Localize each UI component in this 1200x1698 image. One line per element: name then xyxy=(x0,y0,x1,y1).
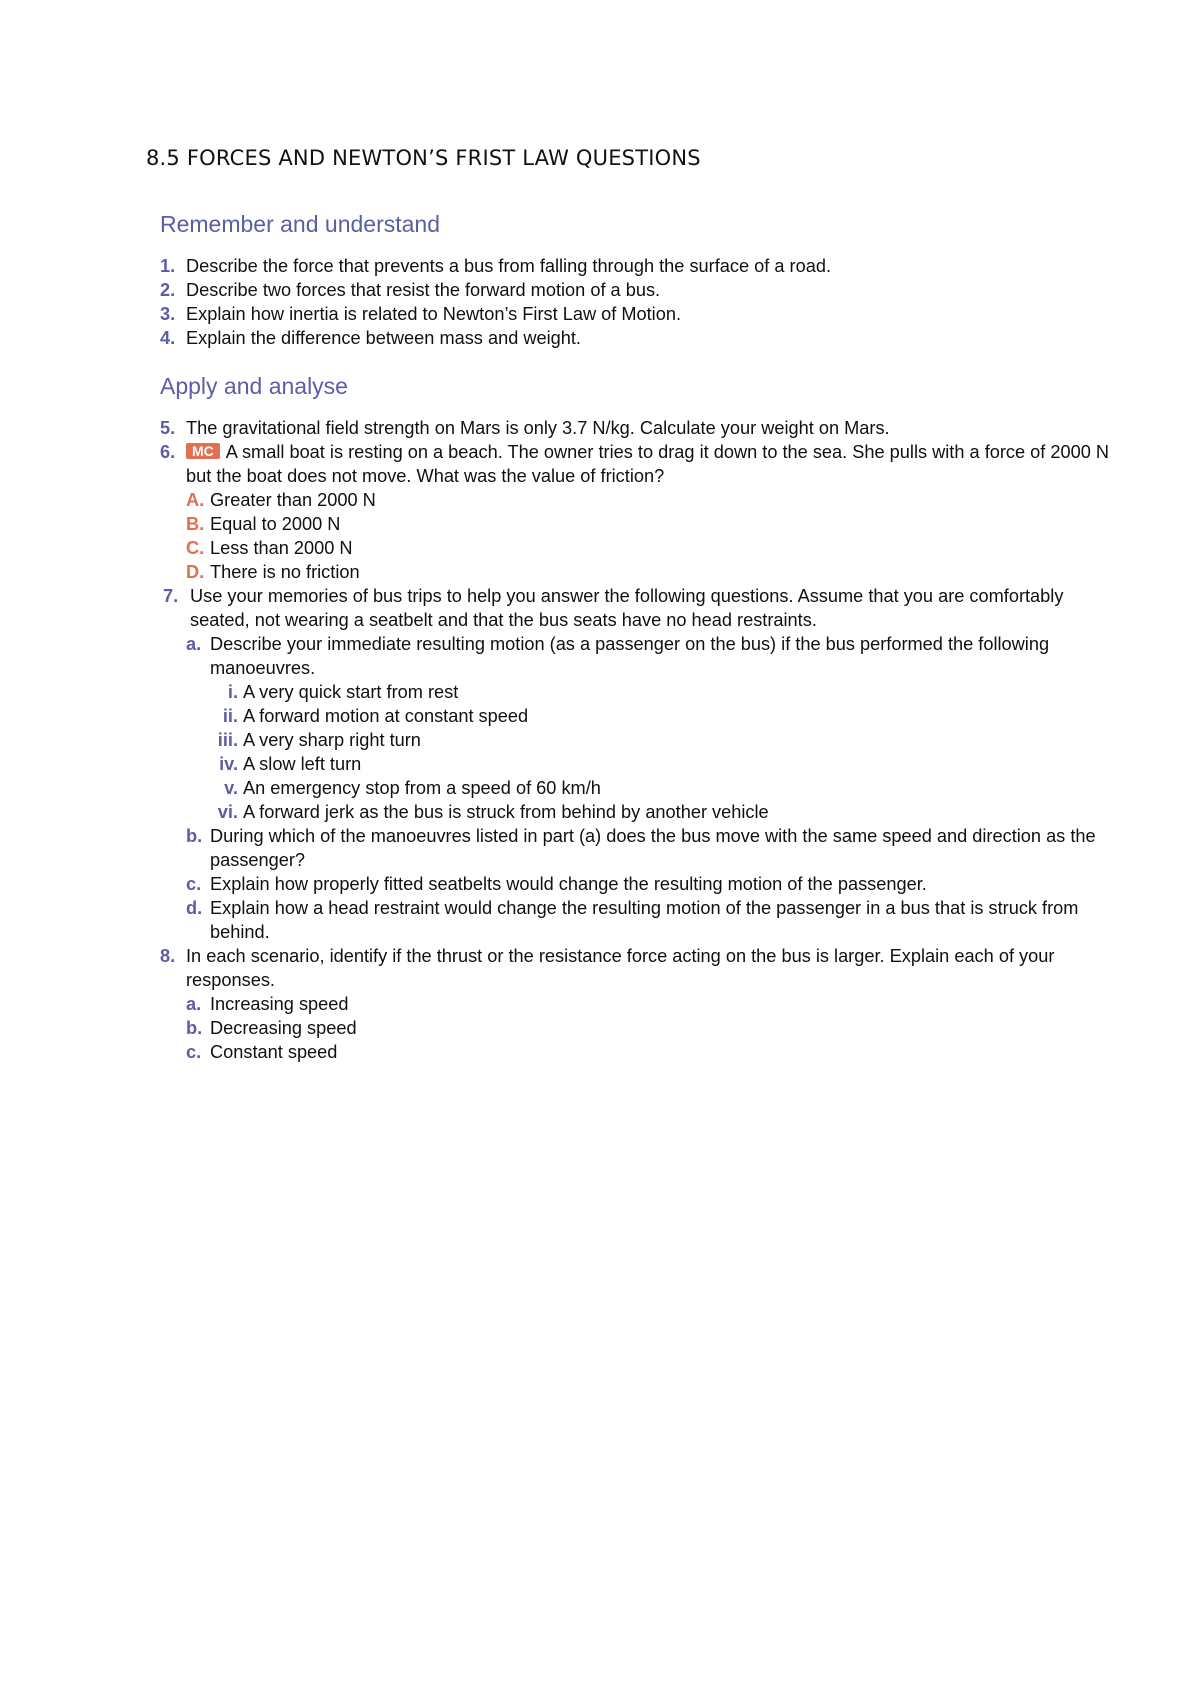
part-text: Increasing speed xyxy=(210,994,349,1014)
part-text: Explain how a head restraint would change the resulting motion of the passenger in a bus that is struck from behind. xyxy=(210,898,1079,942)
question-body xyxy=(186,440,1120,584)
part-letter: b. xyxy=(186,1018,203,1038)
option-d xyxy=(186,560,1120,584)
option-text: Greater than 2000 N xyxy=(210,490,376,510)
manoeuvre-item xyxy=(210,680,1120,704)
part-text: Constant speed xyxy=(210,1042,338,1062)
question-3 xyxy=(160,302,1120,326)
part-b xyxy=(186,824,1120,872)
part-a xyxy=(186,992,1120,1016)
question-body xyxy=(186,944,1120,1064)
part-text: Decreasing speed xyxy=(210,1018,357,1038)
question-text: Use your memories of bus trips to help you answer the following questions. Assume that you are comfortably seated, not wearing a seatbelt and that the bus seats have no head restraints. xyxy=(190,586,1064,630)
question-text: A small boat is resting on a beach. The owner tries to drag it down to the sea. She pulls with a force of 2000 N but the boat does not move. What was the value of friction? xyxy=(186,442,1110,486)
question-number: 5. xyxy=(160,418,176,438)
part-b xyxy=(186,1016,1120,1040)
question-2 xyxy=(160,278,1120,302)
question-text: In each scenario, identify if the thrust or the resistance force acting on the bus is larger. Explain each of your responses. xyxy=(186,946,1055,990)
part-d xyxy=(186,896,1120,944)
manoeuvre-text: A forward motion at constant speed xyxy=(243,706,529,726)
part-letter: b. xyxy=(186,826,203,846)
roman-numeral: i. xyxy=(227,682,238,702)
option-a xyxy=(186,488,1120,512)
question-7-body xyxy=(186,632,1120,944)
manoeuvre-text: A very sharp right turn xyxy=(243,730,421,750)
option-b xyxy=(186,512,1120,536)
manoeuvre-item xyxy=(210,800,1120,824)
question-number: 3. xyxy=(160,304,176,324)
roman-numeral: iv. xyxy=(219,754,238,774)
part-c xyxy=(186,1040,1120,1064)
question-content xyxy=(160,208,1120,1064)
part-a xyxy=(186,632,1120,824)
question-7 xyxy=(160,584,1120,632)
part-letter: a. xyxy=(186,634,202,654)
page-title: 8.5 FORCES AND NEWTON’S FRIST LAW QUESTIONS xyxy=(146,146,701,170)
part-body xyxy=(210,632,1120,824)
roman-numeral: v. xyxy=(224,778,238,798)
part-text: Describe your immediate resulting motion (as a passenger on the bus) if the bus performed the following manoeuvres. xyxy=(210,634,1050,678)
question-number: 7. xyxy=(163,586,179,606)
question-6 xyxy=(160,440,1120,584)
option-text: There is no friction xyxy=(210,562,360,582)
manoeuvre-text: A slow left turn xyxy=(243,754,362,774)
part-text: Explain how properly fitted seatbelts would change the resulting motion of the passenger. xyxy=(210,874,927,894)
part-letter: a. xyxy=(186,994,202,1014)
manoeuvre-text: A forward jerk as the bus is struck from behind by another vehicle xyxy=(243,802,769,822)
option-letter: B. xyxy=(186,514,205,534)
roman-numeral: ii. xyxy=(222,706,238,726)
roman-numeral: iii. xyxy=(217,730,238,750)
question-7-parts xyxy=(160,632,1120,944)
indent-spacer xyxy=(160,632,186,944)
manoeuvre-item xyxy=(210,776,1120,800)
mc-badge: MC xyxy=(186,443,220,459)
part-letter: c. xyxy=(186,874,202,894)
option-c xyxy=(186,536,1120,560)
option-letter: A. xyxy=(186,490,205,510)
question-text: Describe the force that prevents a bus from falling through the surface of a road. xyxy=(186,256,831,276)
option-letter: C. xyxy=(186,538,205,558)
part-text: During which of the manoeuvres listed in part (a) does the bus move with the same speed and direction as the passenger? xyxy=(210,826,1096,870)
question-5 xyxy=(160,416,1120,440)
section-heading-apply: Apply and analyse xyxy=(160,373,348,399)
question-number: 8. xyxy=(160,946,176,966)
section-heading-remember: Remember and understand xyxy=(160,211,440,237)
question-number: 1. xyxy=(160,256,176,276)
part-letter: c. xyxy=(186,1042,202,1062)
roman-numeral: vi. xyxy=(217,802,238,822)
manoeuvre-item xyxy=(210,728,1120,752)
question-text: The gravitational field strength on Mars is only 3.7 N/kg. Calculate your weight on Mars. xyxy=(186,418,890,438)
question-text: Explain how inertia is related to Newton’s First Law of Motion. xyxy=(186,304,681,324)
part-c xyxy=(186,872,1120,896)
question-4 xyxy=(160,326,1120,350)
question-text: Explain the difference between mass and weight. xyxy=(186,328,581,348)
question-1 xyxy=(160,254,1120,278)
manoeuvre-item xyxy=(210,704,1120,728)
question-8 xyxy=(160,944,1120,1064)
question-number: 2. xyxy=(160,280,176,300)
question-text: Describe two forces that resist the forward motion of a bus. xyxy=(186,280,661,300)
part-letter: d. xyxy=(186,898,203,918)
option-text: Equal to 2000 N xyxy=(210,514,341,534)
manoeuvre-text: An emergency stop from a speed of 60 km/h xyxy=(243,778,601,798)
question-number: 6. xyxy=(160,442,176,462)
question-number: 4. xyxy=(160,328,176,348)
option-letter: D. xyxy=(186,562,205,582)
manoeuvre-item xyxy=(210,752,1120,776)
option-text: Less than 2000 N xyxy=(210,538,353,558)
manoeuvre-text: A very quick start from rest xyxy=(243,682,459,702)
